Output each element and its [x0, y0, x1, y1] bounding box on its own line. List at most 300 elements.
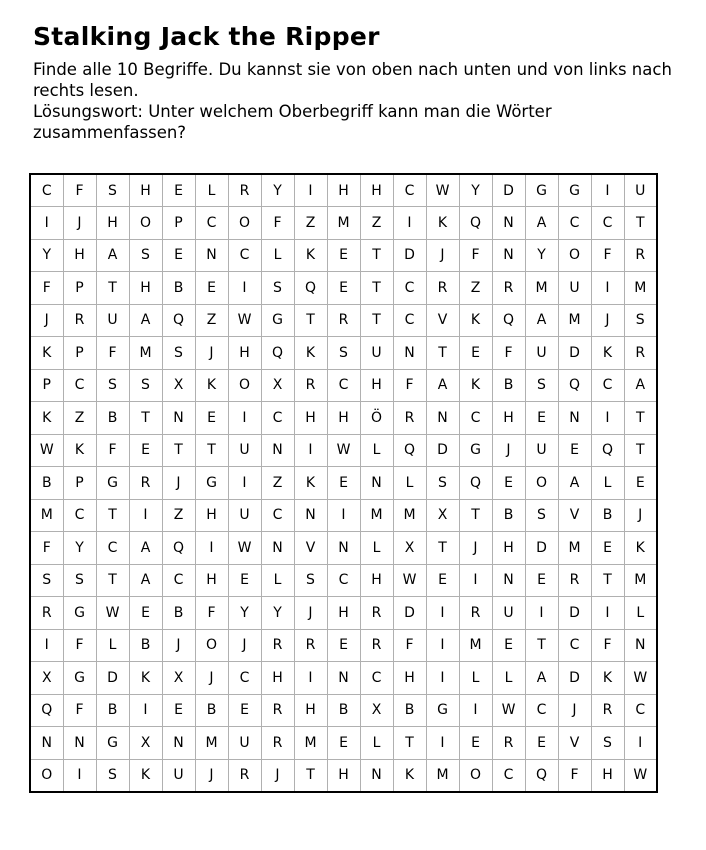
grid-cell[interactable]: F: [591, 629, 624, 662]
grid-cell[interactable]: G: [96, 467, 129, 500]
grid-cell[interactable]: Y: [30, 239, 63, 272]
grid-cell[interactable]: U: [624, 174, 657, 207]
grid-cell[interactable]: O: [525, 467, 558, 500]
grid-cell[interactable]: A: [129, 304, 162, 337]
grid-cell[interactable]: T: [624, 207, 657, 240]
grid-cell[interactable]: T: [96, 564, 129, 597]
grid-cell[interactable]: T: [591, 564, 624, 597]
grid-cell[interactable]: L: [360, 434, 393, 467]
grid-cell[interactable]: F: [63, 694, 96, 727]
grid-cell[interactable]: U: [525, 434, 558, 467]
grid-cell[interactable]: K: [129, 662, 162, 695]
grid-cell[interactable]: H: [261, 662, 294, 695]
grid-cell[interactable]: I: [228, 402, 261, 435]
grid-cell[interactable]: Q: [294, 272, 327, 305]
grid-cell[interactable]: C: [96, 532, 129, 565]
grid-cell[interactable]: P: [30, 369, 63, 402]
grid-cell[interactable]: I: [426, 727, 459, 760]
grid-cell[interactable]: R: [459, 597, 492, 630]
grid-cell[interactable]: C: [228, 662, 261, 695]
grid-cell[interactable]: R: [426, 272, 459, 305]
grid-cell[interactable]: X: [162, 369, 195, 402]
grid-cell[interactable]: X: [162, 662, 195, 695]
grid-cell[interactable]: Z: [360, 207, 393, 240]
grid-cell[interactable]: S: [624, 304, 657, 337]
grid-cell[interactable]: J: [459, 532, 492, 565]
grid-cell[interactable]: E: [591, 532, 624, 565]
grid-cell[interactable]: S: [96, 369, 129, 402]
grid-cell[interactable]: H: [327, 402, 360, 435]
grid-cell[interactable]: G: [426, 694, 459, 727]
grid-cell[interactable]: H: [360, 174, 393, 207]
grid-cell[interactable]: E: [129, 434, 162, 467]
grid-cell[interactable]: M: [195, 727, 228, 760]
grid-cell[interactable]: L: [96, 629, 129, 662]
grid-cell[interactable]: B: [492, 499, 525, 532]
grid-cell[interactable]: J: [195, 662, 228, 695]
grid-cell[interactable]: C: [195, 207, 228, 240]
grid-cell[interactable]: R: [129, 467, 162, 500]
grid-cell[interactable]: B: [30, 467, 63, 500]
grid-cell[interactable]: H: [96, 207, 129, 240]
grid-cell[interactable]: K: [591, 662, 624, 695]
grid-cell[interactable]: N: [30, 727, 63, 760]
grid-cell[interactable]: I: [30, 207, 63, 240]
grid-cell[interactable]: I: [426, 629, 459, 662]
grid-cell[interactable]: T: [360, 239, 393, 272]
grid-cell[interactable]: C: [393, 304, 426, 337]
grid-cell[interactable]: Q: [591, 434, 624, 467]
grid-cell[interactable]: S: [525, 499, 558, 532]
grid-cell[interactable]: I: [591, 402, 624, 435]
grid-cell[interactable]: C: [558, 207, 591, 240]
grid-cell[interactable]: N: [492, 564, 525, 597]
grid-cell[interactable]: Y: [261, 174, 294, 207]
grid-cell[interactable]: I: [624, 727, 657, 760]
grid-cell[interactable]: R: [360, 597, 393, 630]
grid-cell[interactable]: C: [228, 239, 261, 272]
grid-cell[interactable]: C: [63, 499, 96, 532]
grid-cell[interactable]: D: [426, 434, 459, 467]
grid-cell[interactable]: F: [30, 532, 63, 565]
grid-cell[interactable]: B: [162, 272, 195, 305]
grid-cell[interactable]: W: [393, 564, 426, 597]
grid-cell[interactable]: I: [459, 564, 492, 597]
grid-cell[interactable]: K: [426, 207, 459, 240]
grid-cell[interactable]: K: [591, 337, 624, 370]
grid-cell[interactable]: H: [129, 174, 162, 207]
grid-cell[interactable]: E: [195, 402, 228, 435]
grid-cell[interactable]: F: [393, 369, 426, 402]
grid-cell[interactable]: B: [327, 694, 360, 727]
grid-cell[interactable]: F: [591, 239, 624, 272]
grid-cell[interactable]: J: [558, 694, 591, 727]
grid-cell[interactable]: T: [624, 434, 657, 467]
grid-cell[interactable]: N: [558, 402, 591, 435]
grid-cell[interactable]: C: [525, 694, 558, 727]
grid-cell[interactable]: C: [591, 369, 624, 402]
grid-cell[interactable]: C: [624, 694, 657, 727]
grid-cell[interactable]: T: [162, 434, 195, 467]
grid-cell[interactable]: S: [294, 564, 327, 597]
grid-cell[interactable]: N: [294, 499, 327, 532]
grid-cell[interactable]: N: [327, 532, 360, 565]
grid-cell[interactable]: O: [129, 207, 162, 240]
grid-cell[interactable]: P: [63, 467, 96, 500]
grid-cell[interactable]: T: [624, 402, 657, 435]
grid-cell[interactable]: P: [63, 337, 96, 370]
grid-cell[interactable]: M: [459, 629, 492, 662]
grid-cell[interactable]: J: [63, 207, 96, 240]
grid-cell[interactable]: Z: [294, 207, 327, 240]
grid-cell[interactable]: E: [459, 727, 492, 760]
grid-cell[interactable]: C: [393, 272, 426, 305]
grid-cell[interactable]: C: [162, 564, 195, 597]
grid-cell[interactable]: D: [558, 662, 591, 695]
grid-cell[interactable]: H: [327, 174, 360, 207]
grid-cell[interactable]: J: [195, 337, 228, 370]
grid-cell[interactable]: F: [63, 174, 96, 207]
grid-cell[interactable]: D: [558, 597, 591, 630]
grid-cell[interactable]: K: [294, 467, 327, 500]
grid-cell[interactable]: N: [360, 759, 393, 792]
grid-cell[interactable]: H: [360, 564, 393, 597]
grid-cell[interactable]: D: [492, 174, 525, 207]
grid-cell[interactable]: D: [96, 662, 129, 695]
grid-cell[interactable]: N: [492, 207, 525, 240]
grid-cell[interactable]: K: [294, 337, 327, 370]
grid-cell[interactable]: S: [129, 369, 162, 402]
grid-cell[interactable]: C: [327, 564, 360, 597]
grid-cell[interactable]: W: [228, 532, 261, 565]
grid-cell[interactable]: Y: [228, 597, 261, 630]
grid-cell[interactable]: Q: [459, 467, 492, 500]
grid-cell[interactable]: K: [624, 532, 657, 565]
grid-cell[interactable]: Y: [459, 174, 492, 207]
grid-cell[interactable]: J: [195, 759, 228, 792]
grid-cell[interactable]: N: [261, 532, 294, 565]
grid-cell[interactable]: I: [63, 759, 96, 792]
grid-cell[interactable]: I: [426, 662, 459, 695]
grid-cell[interactable]: C: [591, 207, 624, 240]
grid-cell[interactable]: E: [426, 564, 459, 597]
grid-cell[interactable]: R: [294, 629, 327, 662]
grid-cell[interactable]: N: [393, 337, 426, 370]
grid-cell[interactable]: T: [426, 337, 459, 370]
grid-cell[interactable]: J: [228, 629, 261, 662]
grid-cell[interactable]: L: [195, 174, 228, 207]
grid-cell[interactable]: E: [525, 402, 558, 435]
grid-cell[interactable]: Q: [558, 369, 591, 402]
grid-cell[interactable]: R: [30, 597, 63, 630]
grid-cell[interactable]: W: [492, 694, 525, 727]
grid-cell[interactable]: R: [327, 304, 360, 337]
grid-cell[interactable]: N: [426, 402, 459, 435]
grid-cell[interactable]: T: [525, 629, 558, 662]
grid-cell[interactable]: X: [393, 532, 426, 565]
grid-cell[interactable]: U: [162, 759, 195, 792]
grid-cell[interactable]: E: [228, 694, 261, 727]
grid-cell[interactable]: U: [525, 337, 558, 370]
grid-cell[interactable]: Z: [195, 304, 228, 337]
grid-cell[interactable]: M: [327, 207, 360, 240]
grid-cell[interactable]: X: [360, 694, 393, 727]
grid-cell[interactable]: S: [30, 564, 63, 597]
grid-cell[interactable]: Q: [525, 759, 558, 792]
grid-cell[interactable]: W: [624, 759, 657, 792]
grid-cell[interactable]: C: [393, 174, 426, 207]
grid-cell[interactable]: R: [294, 369, 327, 402]
grid-cell[interactable]: E: [492, 467, 525, 500]
grid-cell[interactable]: M: [393, 499, 426, 532]
grid-cell[interactable]: F: [96, 337, 129, 370]
grid-cell[interactable]: F: [30, 272, 63, 305]
grid-cell[interactable]: C: [261, 402, 294, 435]
grid-cell[interactable]: L: [492, 662, 525, 695]
grid-cell[interactable]: N: [63, 727, 96, 760]
grid-cell[interactable]: Z: [459, 272, 492, 305]
grid-cell[interactable]: I: [195, 532, 228, 565]
grid-cell[interactable]: H: [492, 532, 525, 565]
grid-cell[interactable]: K: [459, 304, 492, 337]
grid-cell[interactable]: N: [360, 467, 393, 500]
grid-cell[interactable]: J: [426, 239, 459, 272]
grid-cell[interactable]: L: [591, 467, 624, 500]
grid-cell[interactable]: C: [558, 629, 591, 662]
grid-cell[interactable]: G: [195, 467, 228, 500]
grid-cell[interactable]: H: [195, 499, 228, 532]
grid-cell[interactable]: I: [591, 272, 624, 305]
grid-cell[interactable]: B: [591, 499, 624, 532]
grid-cell[interactable]: L: [261, 239, 294, 272]
grid-cell[interactable]: I: [591, 597, 624, 630]
grid-cell[interactable]: X: [30, 662, 63, 695]
grid-cell[interactable]: E: [228, 564, 261, 597]
grid-cell[interactable]: S: [96, 174, 129, 207]
grid-cell[interactable]: S: [261, 272, 294, 305]
grid-cell[interactable]: H: [492, 402, 525, 435]
grid-cell[interactable]: U: [492, 597, 525, 630]
grid-cell[interactable]: S: [96, 759, 129, 792]
grid-cell[interactable]: F: [492, 337, 525, 370]
grid-cell[interactable]: E: [558, 434, 591, 467]
grid-cell[interactable]: N: [162, 402, 195, 435]
grid-cell[interactable]: C: [360, 662, 393, 695]
grid-cell[interactable]: I: [393, 207, 426, 240]
grid-cell[interactable]: D: [558, 337, 591, 370]
grid-cell[interactable]: V: [294, 532, 327, 565]
grid-cell[interactable]: E: [525, 564, 558, 597]
grid-cell[interactable]: L: [459, 662, 492, 695]
grid-cell[interactable]: J: [294, 597, 327, 630]
grid-cell[interactable]: F: [393, 629, 426, 662]
grid-cell[interactable]: E: [327, 239, 360, 272]
grid-cell[interactable]: Q: [492, 304, 525, 337]
grid-cell[interactable]: A: [525, 304, 558, 337]
grid-cell[interactable]: I: [129, 694, 162, 727]
grid-cell[interactable]: F: [261, 207, 294, 240]
grid-cell[interactable]: G: [63, 662, 96, 695]
grid-cell[interactable]: R: [624, 337, 657, 370]
grid-cell[interactable]: A: [129, 532, 162, 565]
grid-cell[interactable]: X: [129, 727, 162, 760]
grid-cell[interactable]: Q: [162, 532, 195, 565]
grid-cell[interactable]: O: [558, 239, 591, 272]
grid-cell[interactable]: R: [393, 402, 426, 435]
grid-cell[interactable]: E: [459, 337, 492, 370]
grid-cell[interactable]: W: [624, 662, 657, 695]
grid-cell[interactable]: Q: [459, 207, 492, 240]
grid-cell[interactable]: U: [360, 337, 393, 370]
grid-cell[interactable]: B: [492, 369, 525, 402]
grid-cell[interactable]: K: [459, 369, 492, 402]
grid-cell[interactable]: I: [459, 694, 492, 727]
grid-cell[interactable]: Q: [393, 434, 426, 467]
grid-cell[interactable]: E: [492, 629, 525, 662]
grid-cell[interactable]: B: [96, 402, 129, 435]
grid-cell[interactable]: Y: [63, 532, 96, 565]
grid-cell[interactable]: M: [624, 564, 657, 597]
grid-cell[interactable]: E: [327, 272, 360, 305]
grid-cell[interactable]: A: [96, 239, 129, 272]
grid-cell[interactable]: I: [426, 597, 459, 630]
grid-cell[interactable]: U: [228, 434, 261, 467]
grid-cell[interactable]: W: [426, 174, 459, 207]
grid-cell[interactable]: P: [162, 207, 195, 240]
grid-cell[interactable]: K: [63, 434, 96, 467]
grid-cell[interactable]: G: [525, 174, 558, 207]
grid-cell[interactable]: R: [360, 629, 393, 662]
grid-cell[interactable]: N: [624, 629, 657, 662]
grid-cell[interactable]: J: [261, 759, 294, 792]
grid-cell[interactable]: O: [459, 759, 492, 792]
grid-cell[interactable]: R: [261, 629, 294, 662]
grid-cell[interactable]: I: [525, 597, 558, 630]
grid-cell[interactable]: H: [129, 272, 162, 305]
grid-cell[interactable]: V: [558, 499, 591, 532]
grid-cell[interactable]: D: [525, 532, 558, 565]
grid-cell[interactable]: K: [294, 239, 327, 272]
grid-cell[interactable]: S: [525, 369, 558, 402]
grid-cell[interactable]: B: [195, 694, 228, 727]
grid-cell[interactable]: W: [30, 434, 63, 467]
grid-cell[interactable]: R: [228, 174, 261, 207]
grid-cell[interactable]: F: [558, 759, 591, 792]
grid-cell[interactable]: C: [459, 402, 492, 435]
grid-cell[interactable]: N: [492, 239, 525, 272]
grid-cell[interactable]: C: [30, 174, 63, 207]
grid-cell[interactable]: R: [261, 727, 294, 760]
grid-cell[interactable]: R: [63, 304, 96, 337]
grid-cell[interactable]: I: [228, 467, 261, 500]
grid-cell[interactable]: K: [393, 759, 426, 792]
grid-cell[interactable]: B: [393, 694, 426, 727]
grid-cell[interactable]: R: [261, 694, 294, 727]
grid-cell[interactable]: G: [96, 727, 129, 760]
grid-cell[interactable]: I: [129, 499, 162, 532]
grid-cell[interactable]: T: [294, 759, 327, 792]
grid-cell[interactable]: I: [294, 434, 327, 467]
grid-cell[interactable]: U: [228, 499, 261, 532]
grid-cell[interactable]: H: [294, 402, 327, 435]
grid-cell[interactable]: C: [63, 369, 96, 402]
grid-cell[interactable]: S: [129, 239, 162, 272]
grid-cell[interactable]: X: [261, 369, 294, 402]
grid-cell[interactable]: I: [591, 174, 624, 207]
grid-cell[interactable]: N: [261, 434, 294, 467]
grid-cell[interactable]: C: [492, 759, 525, 792]
grid-cell[interactable]: M: [294, 727, 327, 760]
grid-cell[interactable]: E: [327, 467, 360, 500]
grid-cell[interactable]: H: [393, 662, 426, 695]
grid-cell[interactable]: R: [558, 564, 591, 597]
grid-cell[interactable]: A: [525, 662, 558, 695]
grid-cell[interactable]: N: [162, 727, 195, 760]
grid-cell[interactable]: E: [624, 467, 657, 500]
grid-cell[interactable]: Z: [261, 467, 294, 500]
grid-cell[interactable]: W: [327, 434, 360, 467]
grid-cell[interactable]: L: [393, 467, 426, 500]
grid-cell[interactable]: A: [525, 207, 558, 240]
grid-cell[interactable]: M: [30, 499, 63, 532]
grid-cell[interactable]: U: [96, 304, 129, 337]
grid-cell[interactable]: S: [327, 337, 360, 370]
grid-cell[interactable]: E: [195, 272, 228, 305]
grid-cell[interactable]: M: [426, 759, 459, 792]
grid-cell[interactable]: D: [393, 597, 426, 630]
grid-cell[interactable]: A: [624, 369, 657, 402]
grid-cell[interactable]: R: [492, 272, 525, 305]
grid-cell[interactable]: F: [96, 434, 129, 467]
grid-cell[interactable]: E: [327, 727, 360, 760]
grid-cell[interactable]: S: [426, 467, 459, 500]
grid-cell[interactable]: T: [129, 402, 162, 435]
grid-cell[interactable]: J: [492, 434, 525, 467]
grid-cell[interactable]: H: [195, 564, 228, 597]
grid-cell[interactable]: Q: [261, 337, 294, 370]
grid-cell[interactable]: A: [426, 369, 459, 402]
grid-cell[interactable]: T: [426, 532, 459, 565]
grid-cell[interactable]: I: [30, 629, 63, 662]
grid-cell[interactable]: E: [162, 239, 195, 272]
grid-cell[interactable]: L: [360, 532, 393, 565]
grid-cell[interactable]: E: [162, 174, 195, 207]
grid-cell[interactable]: M: [558, 532, 591, 565]
grid-cell[interactable]: W: [96, 597, 129, 630]
grid-cell[interactable]: B: [96, 694, 129, 727]
grid-cell[interactable]: S: [591, 727, 624, 760]
grid-cell[interactable]: R: [624, 239, 657, 272]
grid-cell[interactable]: U: [228, 727, 261, 760]
grid-cell[interactable]: Q: [30, 694, 63, 727]
grid-cell[interactable]: H: [360, 369, 393, 402]
grid-cell[interactable]: U: [558, 272, 591, 305]
grid-cell[interactable]: G: [63, 597, 96, 630]
grid-cell[interactable]: J: [162, 629, 195, 662]
grid-cell[interactable]: J: [30, 304, 63, 337]
grid-cell[interactable]: L: [360, 727, 393, 760]
grid-cell[interactable]: N: [195, 239, 228, 272]
grid-cell[interactable]: O: [30, 759, 63, 792]
grid-cell[interactable]: I: [294, 662, 327, 695]
grid-cell[interactable]: Q: [162, 304, 195, 337]
grid-cell[interactable]: E: [327, 629, 360, 662]
grid-cell[interactable]: Y: [525, 239, 558, 272]
grid-cell[interactable]: Y: [261, 597, 294, 630]
grid-cell[interactable]: T: [195, 434, 228, 467]
grid-cell[interactable]: E: [129, 597, 162, 630]
grid-cell[interactable]: R: [492, 727, 525, 760]
